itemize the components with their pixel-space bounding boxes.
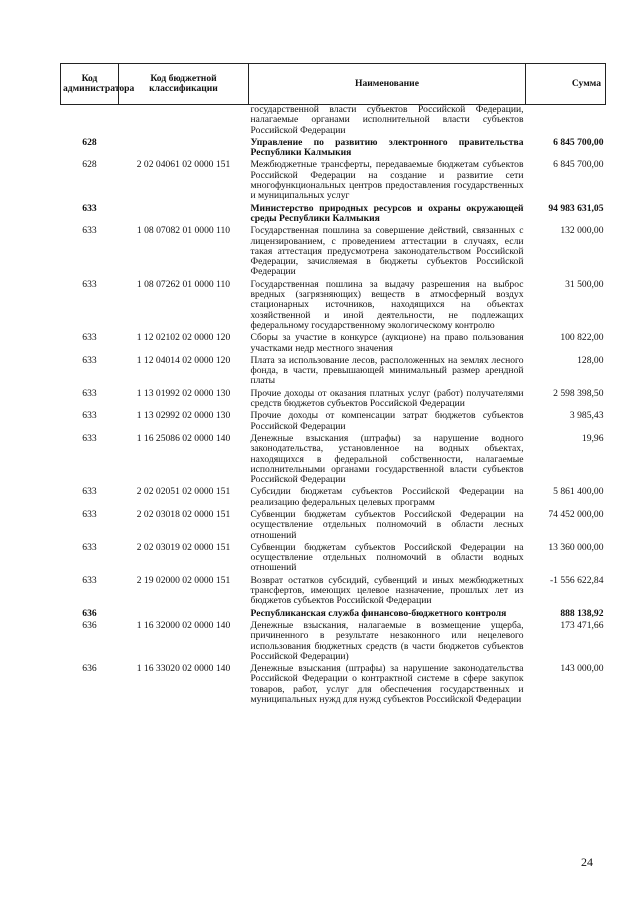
amount-cell <box>526 105 606 138</box>
classification-code-cell: 2 02 03018 02 0000 151 <box>136 508 231 520</box>
admin-code-cell: 636 <box>82 607 97 619</box>
admin-code-cell: 628 <box>82 159 97 171</box>
table-row <box>61 576 606 609</box>
amount-cell: 100 822,00 <box>560 332 604 344</box>
header-admin-code: Код администратора <box>61 64 119 105</box>
classification-code-cell <box>119 105 249 138</box>
admin-code-cell: 633 <box>82 387 97 399</box>
name-cell: Субвенции бюджетам субъектов Российской Федерации на осуществление отдельных полномочий в области водных отношений <box>250 541 524 574</box>
amount-cell: 94 983 631,05 <box>548 202 604 214</box>
amount-cell: 19,96 <box>581 432 604 444</box>
amount-cell: 888 138,92 <box>560 607 604 619</box>
budget-revenue-table <box>60 63 606 707</box>
name-cell: Субвенции бюджетам субъектов Российской Федерации на осуществление отдельных полномочий в области лесных отношений <box>250 508 524 541</box>
name-cell: государственной власти субъектов Российской Федерации, налагаемые органами исполнительной власти субъектов Российской Федерации <box>250 104 524 136</box>
classification-code-cell <box>119 204 249 227</box>
table-row <box>61 510 606 543</box>
admin-code-cell <box>61 105 119 138</box>
table-header-row <box>61 64 606 105</box>
name-cell: Возврат остатков субсидий, субвенций и иных межбюджетных трансфертов, имеющих целевое назначение, прошлых лет из бюджетов субъектов Российской Федерации <box>250 574 524 607</box>
name-cell: Государственная пошлина за совершение действий, связанных с лицензированием, с проведением аттестации в случаях, если такая аттестация предусмотрена законодательством Российской Федерации, зачисляемая в бюджеты субъектов Российской Федерации <box>250 225 524 278</box>
amount-cell: 13 360 000,00 <box>548 541 604 553</box>
page-number: 24 <box>581 855 593 869</box>
classification-code-cell: 2 02 02051 02 0000 151 <box>136 486 231 498</box>
classification-code-cell: 1 08 07262 01 0000 110 <box>136 278 231 290</box>
amount-cell: 3 985,43 <box>569 410 604 422</box>
table-row <box>61 226 606 279</box>
name-cell: Денежные взыскания (штрафы) за нарушение законодательства Российской Федерации о контрактной системе в сфере закупок товаров, работ, услуг для обеспечения государственных и муниципальных нужд для нужд субъектов Российской Федерации <box>250 663 524 706</box>
admin-code-cell: 636 <box>82 663 97 675</box>
admin-code-cell: 633 <box>82 410 97 422</box>
admin-code-cell: 633 <box>82 541 97 553</box>
header-amount: Сумма <box>526 64 606 105</box>
amount-cell: 132 000,00 <box>560 225 604 237</box>
classification-code-cell: 2 02 04061 02 0000 151 <box>136 159 231 171</box>
amount-cell: 74 452 000,00 <box>548 508 604 520</box>
classification-code-cell: 1 16 32000 02 0000 140 <box>136 619 231 631</box>
admin-code-cell: 633 <box>82 432 97 444</box>
table-row <box>61 487 606 510</box>
admin-code-cell: 633 <box>82 332 97 344</box>
name-cell: Плата за использование лесов, расположенных на землях лесного фонда, в части, превышающей минимальный размер арендной платы <box>250 354 524 387</box>
name-cell: Управление по развитию электронного правительства Республики Калмыкия <box>250 136 524 159</box>
name-cell: Сборы за участие в конкурсе (аукционе) на право пользования участками недр местного значения <box>250 332 524 354</box>
admin-code-cell: 636 <box>82 619 97 631</box>
table-row <box>61 411 606 434</box>
classification-code-cell: 1 13 02992 02 0000 130 <box>136 410 231 422</box>
amount-cell: 128,00 <box>577 354 604 366</box>
amount-cell: 5 861 400,00 <box>553 486 604 498</box>
header-name: Наименование <box>249 64 526 105</box>
admin-code-cell: 628 <box>82 136 97 148</box>
table-body <box>61 105 606 708</box>
amount-cell: 31 500,00 <box>565 278 604 290</box>
table-row <box>61 105 606 138</box>
amount-cell: 6 845 700,00 <box>553 136 604 148</box>
amount-cell: -1 556 622,84 <box>549 574 604 586</box>
name-cell: Денежные взыскания, налагаемые в возмещение ущерба, причиненного в результате незаконного или нецелевого использования бюджетных средств (в части бюджетов субъектов Российской Федерации) <box>250 619 524 662</box>
amount-cell: 2 598 398,50 <box>553 387 604 399</box>
classification-code-cell: 2 19 02000 02 0000 151 <box>136 574 231 586</box>
classification-code-cell <box>119 138 249 161</box>
admin-code-cell: 633 <box>82 574 97 586</box>
amount-cell: 173 471,66 <box>560 619 604 631</box>
table-row <box>61 543 606 576</box>
table-row <box>61 204 606 227</box>
admin-code-cell: 633 <box>82 225 97 237</box>
classification-code-cell: 1 16 33020 02 0000 140 <box>136 663 231 675</box>
name-cell: Государственная пошлина за выдачу разрешения на выброс вредных (загрязняющих) веществ в атмосферный воздух стационарных источников, находящихся на объектах хозяйственной и иной деятельности, не подлежащих федеральному государственному экологическому контролю <box>250 278 524 331</box>
name-cell: Субсидии бюджетам субъектов Российской Федерации на реализацию федеральных целевых программ <box>250 486 524 508</box>
amount-cell: 6 845 700,00 <box>553 159 604 171</box>
table-row <box>61 138 606 161</box>
amount-cell: 143 000,00 <box>560 663 604 675</box>
table-row <box>61 160 606 203</box>
classification-code-cell: 1 12 04014 02 0000 120 <box>136 354 231 366</box>
name-cell: Прочие доходы от компенсации затрат бюджетов субъектов Российской Федерации <box>250 410 524 432</box>
table-row <box>61 434 606 487</box>
admin-code-cell: 633 <box>82 202 97 214</box>
name-cell: Республиканская служба финансово-бюджетного контроля <box>250 607 507 619</box>
table-row <box>61 621 606 664</box>
name-cell: Прочие доходы от оказания платных услуг (работ) получателями средств бюджетов субъектов Российской Федерации <box>250 387 524 410</box>
table-row <box>61 664 606 707</box>
classification-code-cell: 1 12 02102 02 0000 120 <box>136 332 231 344</box>
table-row <box>61 333 606 356</box>
admin-code-cell: 633 <box>82 354 97 366</box>
classification-code-cell: 1 08 07082 01 0000 110 <box>136 225 231 237</box>
header-budget-classification-code: Код бюджетной классификации <box>119 64 249 105</box>
classification-code-cell: 2 02 03019 02 0000 151 <box>136 541 231 553</box>
table-row <box>61 356 606 389</box>
table-row <box>61 389 606 412</box>
admin-code-cell: 633 <box>82 486 97 498</box>
table-row <box>61 280 606 333</box>
classification-code-cell: 1 16 25086 02 0000 140 <box>136 432 231 444</box>
classification-code-cell: 1 13 01992 02 0000 130 <box>136 387 231 399</box>
name-cell: Межбюджетные трансферты, передаваемые бюджетам субъектов Российской Федерации на создание и развитие сети многофункциональных центров предоставления государственных и муниципальных услуг <box>250 159 524 202</box>
name-cell: Министерство природных ресурсов и охраны окружающей среды Республики Калмыкия <box>250 202 524 224</box>
admin-code-cell: 633 <box>82 278 97 290</box>
admin-code-cell: 633 <box>82 508 97 520</box>
name-cell: Денежные взыскания (штрафы) за нарушение водного законодательства, установленное на водных объектах, находящихся в федеральной собственности, налагаемые исполнительными органами государственной власти субъектов Российской Федерации <box>250 432 524 486</box>
